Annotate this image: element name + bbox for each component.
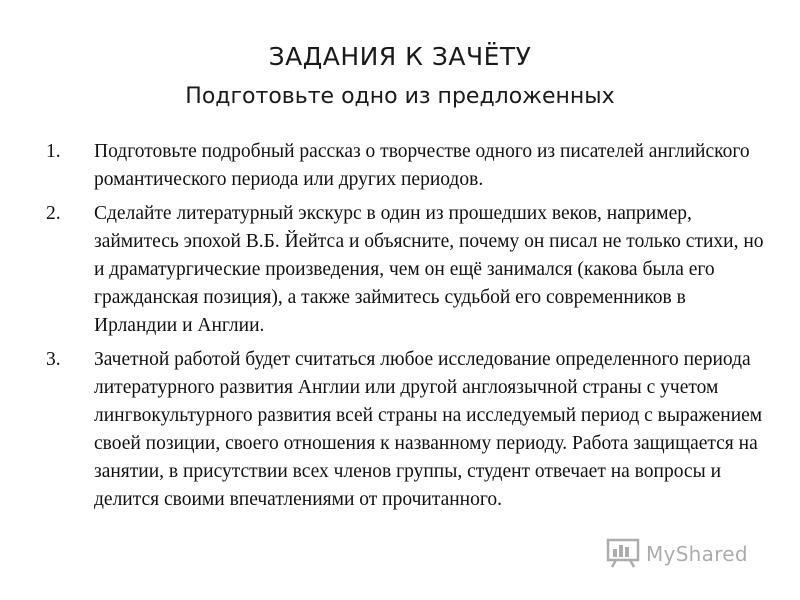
watermark	[606, 534, 748, 573]
task-number: 2.	[46, 203, 61, 224]
task-text: Подготовьте подробный рассказ о творчестве одного из писателей английского романтического периода или других периодов.	[94, 141, 750, 190]
task-number: 1.	[46, 141, 61, 162]
slide-title: ЗАДАНИЯ К ЗАЧЁТУ	[268, 42, 532, 71]
slide-subtitle: Подготовьте одно из предложенных	[185, 84, 615, 109]
task-text: Зачетной работой будет считаться любое исследование определенного периода литературного развития Англии или другой англоязычной страны с учетом лингвокультурного развития всей страны на исследуемый период с выражением своей позиции, своего отношения к названному периоду. Работа защищается на занятии, в присутствии всех членов группы, студент отвечает на вопросы и делится своими впечатлениями от прочитанного.	[94, 349, 763, 510]
watermark-text: MyShared	[646, 541, 748, 566]
list-item	[46, 138, 766, 194]
task-number: 3.	[46, 349, 61, 370]
task-list	[46, 138, 766, 520]
list-item	[46, 200, 766, 340]
slide-title-block	[0, 40, 800, 114]
list-item	[46, 346, 766, 514]
myshared-logo-icon	[606, 534, 646, 573]
task-text: Сделайте литературный экскурс в один из прошедших веков, например, займитесь эпохой В.Б. Йейтса и объясните, почему он писал не только стихи, но и драматургические произведения, чем он ещё занимался (какова была его гражданская позиция), а также займитесь судьбой его современников в Ирландии и Англии.	[94, 203, 764, 336]
